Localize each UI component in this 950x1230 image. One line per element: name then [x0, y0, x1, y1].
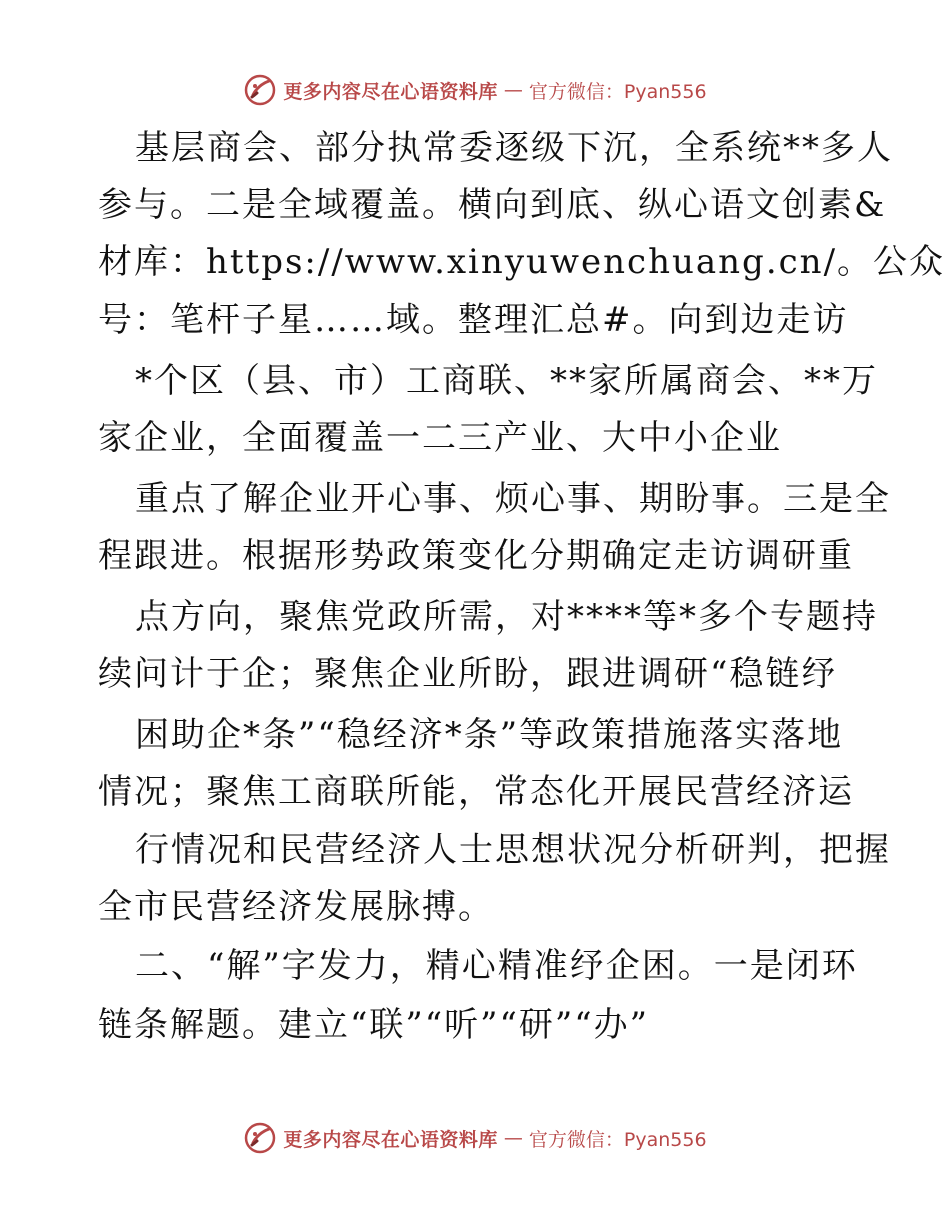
brush-pen-logo-icon — [243, 73, 277, 107]
text-line: 程跟进。根据形势政策变化分期确定走访调研重 — [98, 536, 854, 576]
text-line: 家企业，全面覆盖一二三产业、大中小企业 — [98, 418, 782, 458]
text-line: 续问计于企；聚焦企业所盼，跟进调研“稳链纾 — [98, 654, 838, 694]
watermark-wechat: 官方微信：Pyan556 — [528, 1128, 707, 1151]
text-line: 重点了解企业开心事、烦心事、期盼事。三是全 — [135, 479, 891, 519]
watermark-wechat: 官方微信：Pyan556 — [528, 80, 707, 103]
watermark-dash: — — [503, 79, 523, 101]
watermark-slogan: 更多内容尽在心语资料库 — [283, 80, 498, 103]
footer-watermark-banner — [0, 1118, 950, 1158]
text-line: 行情况和民营经济人士思想状况分析研判，把握 — [135, 830, 891, 870]
brush-pen-logo-icon — [243, 1121, 277, 1155]
text-line: 链条解题。建立“联”“听”“研”“办” — [98, 1005, 650, 1045]
text-line: 全市民营经济发展脉搏。 — [98, 887, 494, 927]
header-watermark-banner — [0, 70, 950, 110]
text-line: 基层商会、部分执常委逐级下沉，全系统**多人 — [135, 128, 893, 168]
text-line: 材库：https://www.xinyuwenchuang.cn/。公众 — [98, 242, 946, 282]
text-line: 情况；聚焦工商联所能，常态化开展民营经济运 — [98, 772, 854, 812]
text-line: 二、“解”字发力，精心精准纾企困。一是闭环 — [135, 946, 858, 986]
text-line: *个区（县、市）工商联、**家所属商会、**万 — [135, 361, 878, 401]
text-line: 参与。二是全域覆盖。横向到底、纵心语文创素& — [98, 185, 887, 225]
text-line: 点方向，聚焦党政所需，对****等*多个专题持 — [135, 597, 878, 637]
text-line: 号：笔杆子星……域。整理汇总#。向到边走访 — [98, 300, 849, 340]
text-line: 困助企*条”“稳经济*条”等政策措施落实落地 — [135, 715, 844, 755]
watermark-dash: — — [503, 1127, 523, 1149]
watermark-slogan: 更多内容尽在心语资料库 — [283, 1128, 498, 1151]
